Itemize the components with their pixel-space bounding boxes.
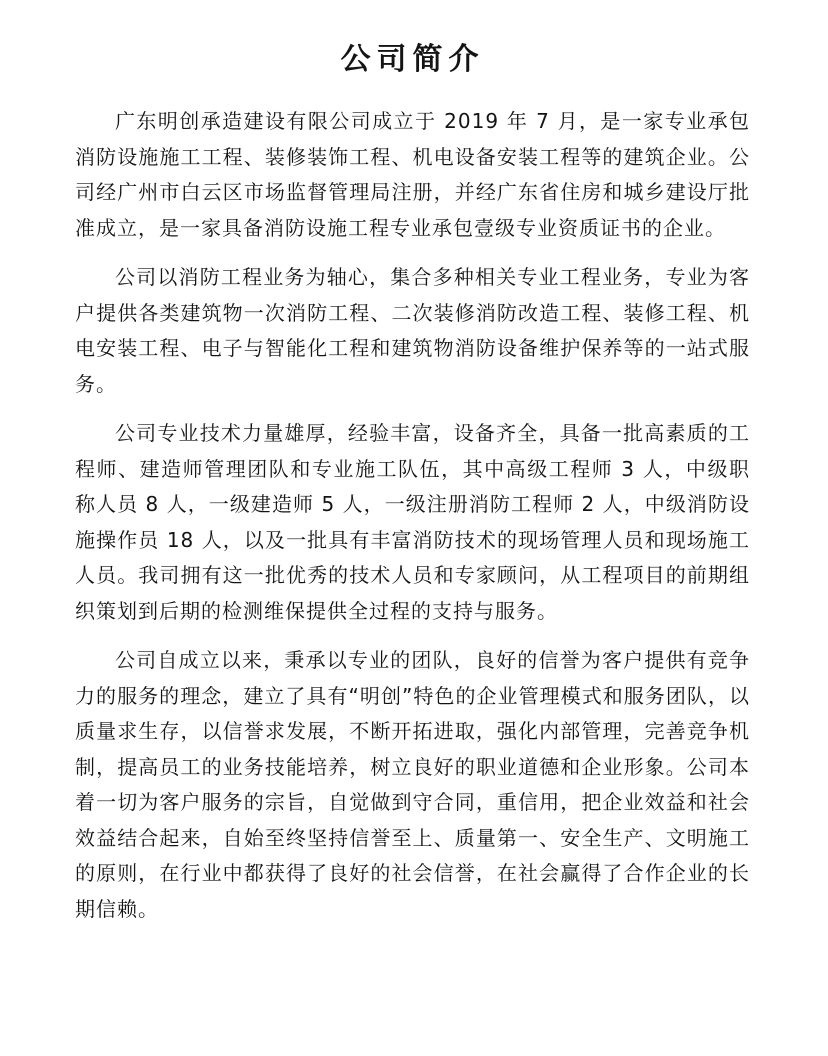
- page-title: 公司简介: [340, 42, 485, 77]
- paragraph-founding: 广东明创承造建设有限公司成立于 2019 年 7 月，是一家专业承包消防设施施工工程、装修装饰工程、机电设备安装工程等的建筑企业。公司经广州市白云区市场监督管理局注册，并经广东省住房和城乡建设厅批准成立，是一家具备消防设施工程专业承包壹级专业资质证书的企业。: [75, 109, 750, 240]
- paragraph-services: 公司以消防工程业务为轴心，集合多种相关专业工程业务，专业为客户提供各类建筑物一次消防工程、二次装修消防改造工程、装修工程、机电安装工程、电子与智能化工程和建筑物消防设备维护保养等的一站式服务。: [75, 265, 750, 396]
- paragraph-philosophy: 公司自成立以来，秉承以专业的团队，良好的信誉为客户提供有竞争力的服务的理念，建立了具有“明创”特色的企业管理模式和服务团队，以质量求生存，以信誉求发展，不断开拓进取，强化内部管理，完善竞争机制，提高员工的业务技能培养，树立良好的职业道德和企业形象。公司本着一切为客户服务的宗旨，自觉做到守合同，重信用，把企业效益和社会效益结合起来，自始至终坚持信誉至上、质量第一、安全生产、文明施工的原则，在行业中都获得了良好的社会信誉，在社会赢得了合作企业的长期信赖。: [75, 648, 750, 921]
- paragraph-staff: 公司专业技术力量雄厚，经验丰富，设备齐全，具备一批高素质的工程师、建造师管理团队和专业施工队伍，其中高级工程师 3 人，中级职称人员 8 人，一级建造师 5 人，一级注册消防工程师 2 人，中级消防设施操作员 18 人，以及一批具有丰富消防技术的现场管理人员和现场施工人员。我司拥有这一批优秀的技术人员和专家顾问，从工程项目的前期组织策划到后期的检测维保提供全过程的支持与服务。: [75, 421, 750, 623]
